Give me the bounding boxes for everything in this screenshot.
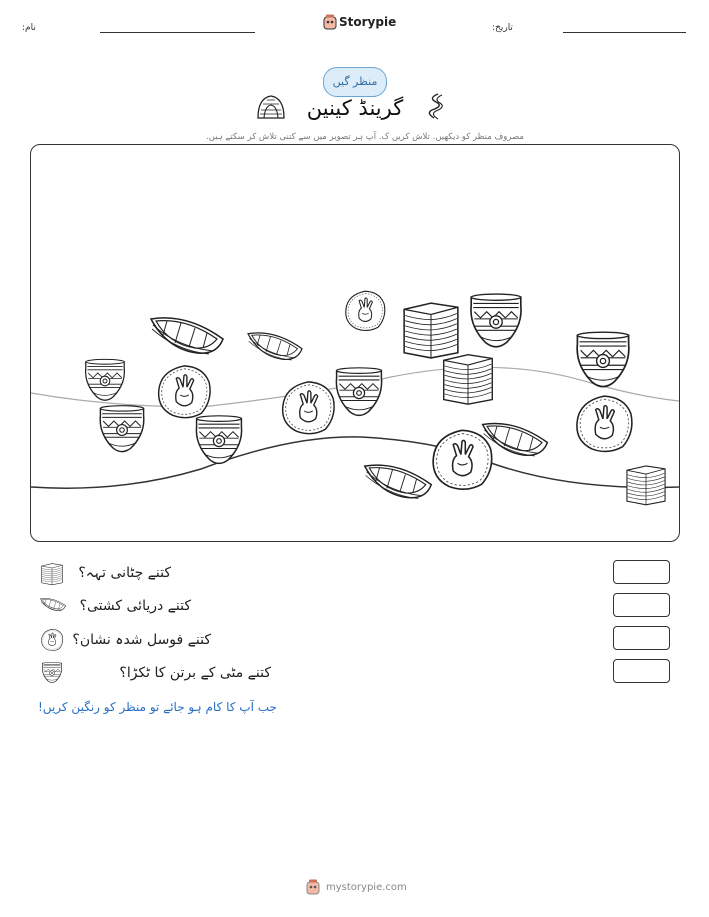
pottery-shard: [100, 406, 144, 452]
name-label: نام:: [22, 23, 36, 33]
pottery-shard: [196, 416, 241, 464]
search-scene: [30, 144, 680, 542]
rock-layer-icon: [40, 562, 64, 586]
pottery-shard: [86, 359, 125, 400]
name-line[interactable]: [100, 32, 255, 33]
rock-layer: [444, 355, 493, 404]
river-boat: [151, 318, 223, 354]
storypie-footer-icon: [306, 879, 320, 895]
fossil-footprint: [159, 366, 210, 418]
river-boat: [248, 333, 302, 360]
rock-layer: [627, 466, 665, 505]
answer-box-river-boats[interactable]: [613, 593, 670, 617]
fossil-footprint-icon: [40, 628, 64, 652]
page-title: گرینڈ کینین: [306, 96, 404, 120]
question-rock-layers: کتنے چٹانی تہہ؟: [78, 565, 171, 581]
fossil-footprint: [283, 382, 334, 434]
answer-box-pottery-shards[interactable]: [613, 659, 670, 683]
pottery-shard: [471, 294, 521, 347]
brand-logo: [323, 14, 396, 30]
river-icon: [424, 92, 446, 120]
instructions: مصروف منظر کو دیکھیں. تلاش کریں ک. آپ ہر تصویر میں سے کتنی تلاش کر سکتے ہیں.: [206, 132, 524, 142]
pottery-shard: [336, 368, 381, 416]
fossil-footprint: [577, 396, 632, 451]
question-fossil-footprints: کتنے فوسل شدہ نشان؟: [72, 632, 211, 648]
fossil-footprint: [433, 430, 492, 489]
date-line[interactable]: [563, 32, 686, 33]
river-boat-icon: [39, 594, 67, 614]
pottery-shard-icon: [40, 661, 64, 685]
storypie-logo-icon: [323, 14, 337, 30]
question-river-boats: کتنے دریائی کشتی؟: [79, 598, 191, 614]
fossil-footprint: [346, 291, 385, 330]
answer-box-fossil-footprints[interactable]: [613, 626, 670, 650]
rock-layer: [404, 303, 458, 358]
answer-box-rock-layers[interactable]: [613, 560, 670, 584]
category-pill: منظر گیں: [323, 67, 387, 97]
brand-name: Storypie: [339, 15, 397, 29]
pottery-shard: [577, 332, 629, 386]
date-label: تاریخ:: [492, 23, 513, 33]
footer-url[interactable]: mystorypie.com: [326, 882, 407, 893]
coloring-note: جب آپ کا کام ہو جائے تو منظر کو رنگین کریں!: [38, 700, 277, 714]
question-pottery-shards: کتنے مٹی کے برتن کا ٹکڑا؟: [119, 665, 271, 681]
river-boat: [365, 465, 432, 498]
river-boat: [483, 423, 548, 456]
